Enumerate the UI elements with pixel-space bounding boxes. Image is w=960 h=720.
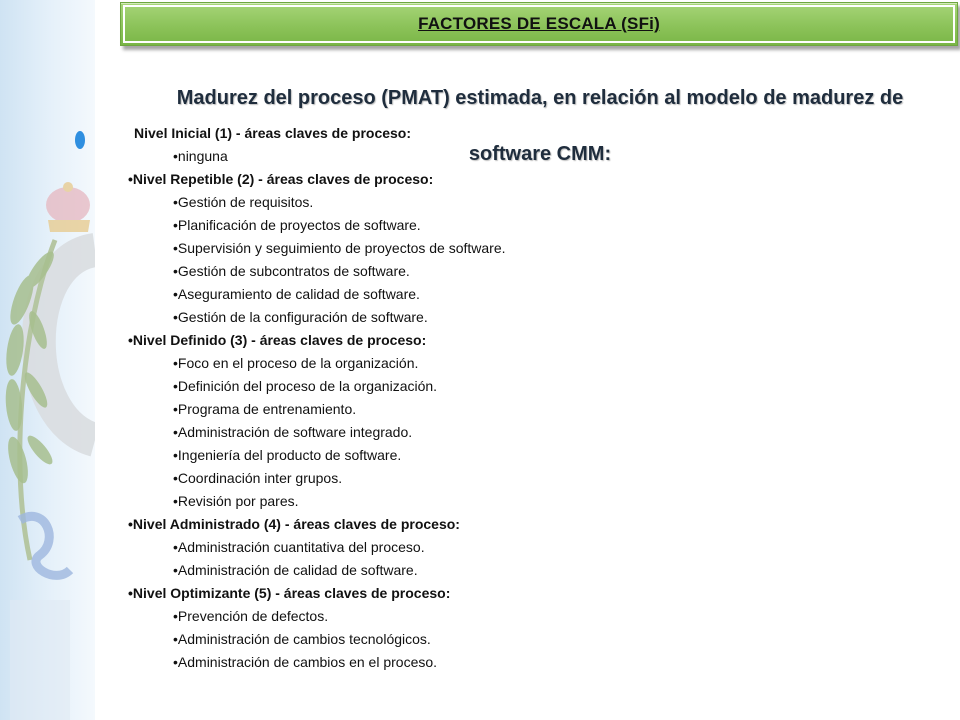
decorative-sidebar <box>0 0 95 720</box>
slide-title: FACTORES DE ESCALA (SFi) <box>418 14 660 33</box>
list-item: •Programa de entrenamiento. <box>173 401 357 417</box>
list-item: •Aseguramiento de calidad de software. <box>173 286 420 302</box>
list-item: •Planificación de proyectos de software. <box>173 217 421 233</box>
level-heading: •Nivel Optimizante (5) - áreas claves de proceso: <box>128 585 451 601</box>
list-item: •Revisión por pares. <box>173 493 299 509</box>
emblem-graphic <box>0 0 95 720</box>
list-item: •Definición del proceso de la organización. <box>173 378 438 394</box>
list-item: •ninguna <box>173 148 228 164</box>
list-item: •Ingeniería del producto de software. <box>173 447 402 463</box>
slide-subtitle: Madurez del proceso (PMAT) estimada, en relación al modelo de madurez de software CMM: <box>176 87 904 165</box>
list-item: •Gestión de la configuración de software. <box>173 309 428 325</box>
list-item: •Administración de cambios en el proceso. <box>173 654 438 670</box>
level-heading: Nivel Inicial (1) - áreas claves de proceso: <box>134 125 412 141</box>
list-item: •Gestión de requisitos. <box>173 194 314 210</box>
list-item: •Foco en el proceso de la organización. <box>173 355 419 371</box>
list-item: •Administración de software integrado. <box>173 424 413 440</box>
list-item: •Administración cuantitativa del proceso. <box>173 539 425 555</box>
list-item: •Supervisión y seguimiento de proyectos de software. <box>173 240 506 256</box>
list-item: •Administración de calidad de software. <box>173 562 418 578</box>
maturity-levels-list <box>128 122 728 674</box>
title-banner <box>120 2 958 46</box>
list-item: •Administración de cambios tecnológicos. <box>173 631 431 647</box>
level-heading: •Nivel Definido (3) - áreas claves de proceso: <box>128 332 427 348</box>
list-item: •Coordinación inter grupos. <box>173 470 343 486</box>
list-item: •Gestión de subcontratos de software. <box>173 263 410 279</box>
list-item: •Prevención de defectos. <box>173 608 329 624</box>
level-heading: •Nivel Administrado (4) - áreas claves de proceso: <box>128 516 460 532</box>
level-heading: •Nivel Repetible (2) - áreas claves de proceso: <box>128 171 434 187</box>
